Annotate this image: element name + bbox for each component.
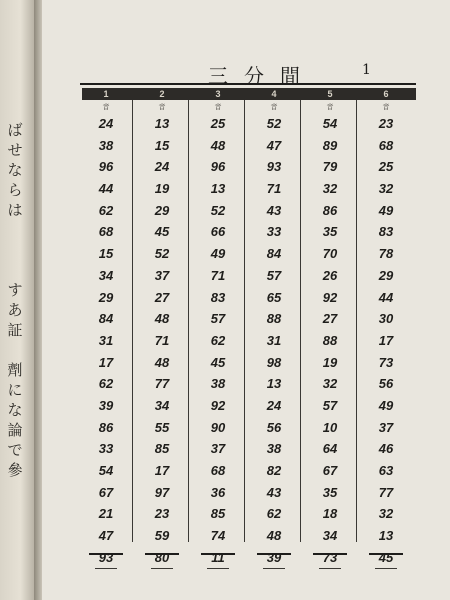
column-header-2: 2 [159,89,165,99]
table-cell: 15 [98,246,114,262]
table-cell: 47 [98,528,114,544]
bottom-rule [89,553,123,555]
table-cell: 33 [266,224,282,240]
table-cell: 24 [154,159,170,175]
table-cell: 68 [378,137,394,153]
table-cell: 45 [154,224,170,240]
table-cell: 84 [266,246,282,262]
table-cell: 33 [98,441,114,457]
table-cell: 38 [98,137,114,153]
page-number: 1 [362,62,371,78]
number-column-5 [307,103,353,569]
table-cell: 68 [210,463,226,478]
table-cell: 84 [98,311,114,327]
table-cell: 83 [210,289,226,305]
table-cell: 24 [98,116,114,131]
table-cell: 32 [322,376,338,392]
book-gutter [34,0,42,600]
table-cell: 48 [154,311,170,327]
table-cell: 31 [266,332,282,348]
table-cell: 37 [210,441,226,457]
table-cell: 78 [378,246,394,262]
column-end-dash [263,568,285,569]
table-cell: 13 [378,528,394,544]
table-cell: 18 [322,506,338,522]
table-cell: 74 [210,528,226,544]
column-mark: 音 [214,104,222,111]
table-cell: 32 [378,181,394,197]
table-cell: 15 [154,137,170,153]
table-cell: 71 [154,332,170,348]
column-divider [356,100,357,542]
number-column-4 [251,103,297,569]
column-divider [244,100,245,542]
table-cell: 59 [154,528,170,544]
table-cell: 43 [266,202,282,218]
table-cell: 26 [322,267,338,283]
column-header-3: 3 [215,89,221,99]
table-cell: 30 [378,311,394,327]
table-cell: 85 [210,506,226,522]
top-rule [80,83,416,85]
table-cell: 54 [322,116,338,131]
table-cell: 19 [154,181,170,197]
table-cell: 56 [266,419,282,435]
table-cell: 77 [154,376,170,392]
column-end-dash [151,568,173,569]
table-cell: 38 [266,441,282,457]
table-cell: 57 [266,267,282,283]
column-mark: 音 [158,104,166,111]
table-cell: 29 [98,289,114,305]
table-cell: 71 [210,267,226,283]
table-cell: 17 [378,332,394,348]
table-cell: 63 [378,463,394,478]
number-column-6 [363,103,409,569]
table-cell: 39 [98,397,114,413]
table-cell: 24 [266,397,282,413]
table-cell: 89 [322,137,338,153]
table-cell: 67 [322,463,338,478]
table-cell: 68 [98,224,114,240]
table-cell: 79 [322,159,338,175]
table-cell: 34 [154,397,170,413]
table-cell: 34 [98,267,114,283]
table-cell: 62 [210,332,226,348]
bottom-rule [201,553,235,555]
bottom-rule [369,553,403,555]
number-column-2 [139,103,185,569]
table-cell: 37 [378,419,394,435]
column-divider [300,100,301,542]
table-cell: 27 [154,289,170,305]
table-cell: 57 [210,311,226,327]
table-cell: 27 [322,311,338,327]
left-page-edge [0,0,34,600]
table-cell: 48 [154,354,170,370]
table-cell: 66 [210,224,226,240]
table-cell: 52 [154,246,170,262]
table-cell: 44 [378,289,394,305]
table-cell: 83 [378,224,394,240]
table-cell: 47 [266,137,282,153]
table-cell: 71 [266,181,282,197]
table-cell: 49 [378,202,394,218]
column-end-dash [207,568,229,569]
table-cell: 25 [378,159,394,175]
table-cell: 80 [154,549,170,565]
column-header-5: 5 [327,89,333,99]
table-cell: 86 [322,202,338,218]
table-cell: 36 [210,484,226,500]
table-cell: 13 [266,376,282,392]
table-cell: 96 [98,159,114,175]
table-cell: 39 [266,549,282,565]
table-cell: 93 [98,549,114,565]
table-cell: 96 [210,159,226,175]
table-cell: 11 [211,549,225,565]
table-cell: 73 [322,549,338,565]
table-cell: 62 [98,202,114,218]
table-cell: 29 [154,202,170,218]
table-cell: 48 [266,528,282,544]
table-cell: 85 [154,441,170,457]
column-mark: 音 [102,104,110,111]
table-cell: 49 [210,246,226,262]
table-cell: 56 [378,376,394,392]
table-cell: 25 [210,116,226,131]
table-cell: 92 [322,289,338,305]
table-cell: 13 [210,181,226,197]
table-cell: 67 [98,484,114,500]
table-cell: 88 [322,332,338,348]
table-cell: 44 [98,181,114,197]
table-cell: 31 [98,332,114,348]
table-cell: 90 [210,419,226,435]
column-header-1: 1 [103,89,109,99]
table-cell: 54 [98,463,114,478]
table-cell: 62 [266,506,282,522]
table-cell: 17 [98,354,114,370]
column-header-4: 4 [271,89,277,99]
table-cell: 29 [378,267,394,283]
table-cell: 88 [266,311,282,327]
table-cell: 86 [98,419,114,435]
table-cell: 17 [154,463,170,478]
table-cell: 70 [322,246,338,262]
table-cell: 32 [378,506,394,522]
table-cell: 57 [322,397,338,413]
table-cell: 37 [154,267,170,283]
table-cell: 10 [322,419,338,435]
table-cell: 55 [154,419,170,435]
table-cell: 35 [322,484,338,500]
table-cell: 46 [378,441,394,457]
table-cell: 93 [266,159,282,175]
bottom-rule [257,553,291,555]
bottom-rule [145,553,179,555]
table-cell: 13 [154,116,170,131]
table-cell: 35 [322,224,338,240]
table-cell: 98 [266,354,282,370]
bottom-rule [313,553,347,555]
column-header-band [82,88,416,100]
table-cell: 34 [322,528,338,544]
table-cell: 52 [266,116,282,131]
table-cell: 73 [378,354,394,370]
table-cell: 45 [210,354,226,370]
column-mark: 音 [270,104,278,111]
table-cell: 45 [378,549,394,565]
table-cell: 23 [154,506,170,522]
column-divider [188,100,189,542]
table-cell: 23 [378,116,394,131]
column-divider [132,100,133,542]
column-end-dash [319,568,341,569]
table-cell: 64 [322,441,338,457]
table-cell: 43 [266,484,282,500]
table-cell: 32 [322,181,338,197]
table-cell: 65 [266,289,282,305]
column-header-6: 6 [383,89,389,99]
column-mark: 音 [326,104,334,111]
column-mark: 音 [382,104,390,111]
left-page-text: ば せ な ら は す あ 証 劑 に な 論 で 參 [7,121,23,479]
table-cell: 48 [210,137,226,153]
table-cell: 77 [378,484,394,500]
number-column-3 [195,103,241,569]
table-cell: 52 [210,202,226,218]
table-cell: 19 [322,354,338,370]
table-cell: 62 [98,376,114,392]
table-cell: 38 [210,376,226,392]
right-page [42,0,450,600]
table-cell: 21 [98,506,114,522]
number-column-1 [83,103,129,569]
page-title: 三分間 [208,64,316,88]
table-cell: 49 [378,397,394,413]
table-cell: 82 [266,463,282,478]
table-cell: 97 [154,484,170,500]
column-end-dash [95,568,117,569]
column-end-dash [375,568,397,569]
table-cell: 92 [210,397,226,413]
